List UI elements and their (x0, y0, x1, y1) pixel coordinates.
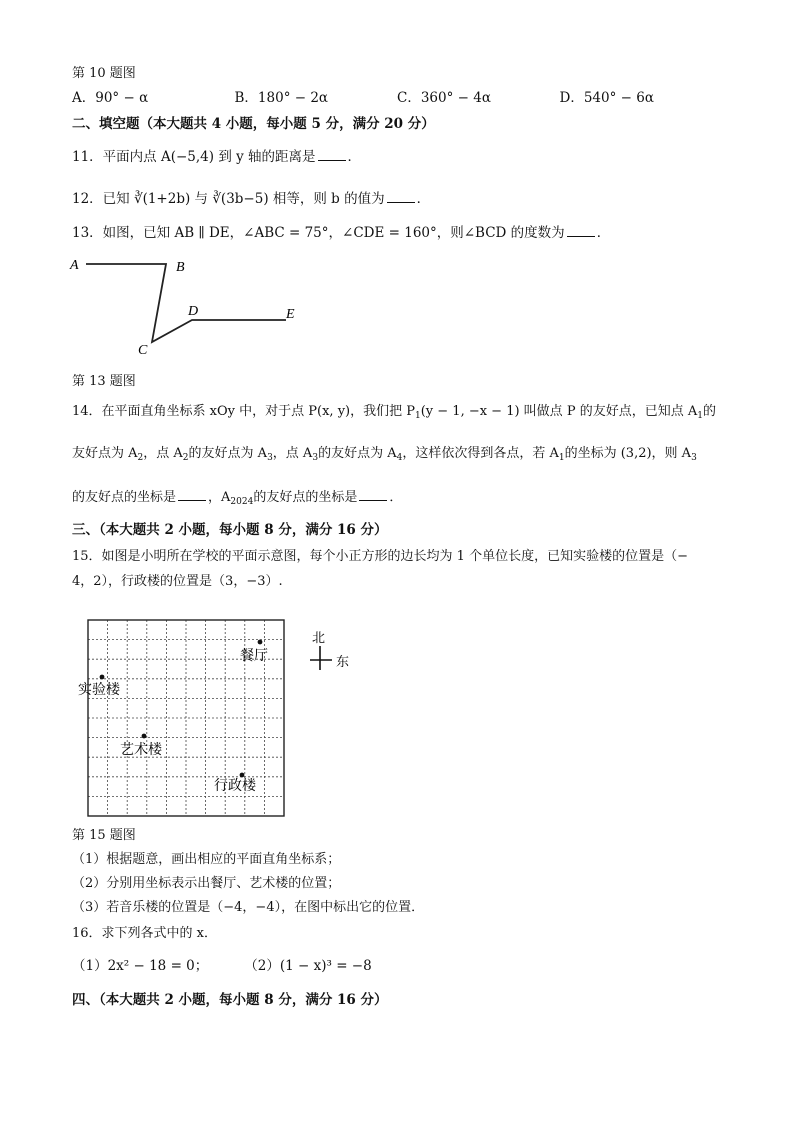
question-14-line-1 (72, 404, 716, 422)
q15-stem-line-2: 4，2），行政楼的位置是（3，−3）. (72, 574, 283, 589)
q14-text-3: 的 (702, 404, 716, 419)
q14-text-13: 的友好点的坐标是 (253, 490, 358, 505)
compass-north: 北 (312, 631, 326, 646)
q13-polyline (86, 264, 286, 342)
q14-text-7: ，点 A (272, 446, 313, 461)
q14-sub-6: 3 (312, 453, 319, 463)
q14-sub-2: 1 (697, 411, 703, 421)
q16-part-2: （2）(1 − x)³ = −8 (244, 958, 372, 974)
q14-text-4: 友好点为 A (72, 446, 138, 461)
q10-option-b: B．180° − 2α (234, 90, 329, 106)
q10-caption: 第 10 题图 (72, 66, 136, 81)
q10-options (72, 90, 722, 106)
q10-option-d: D．540° − 6α (559, 90, 654, 106)
q14-sub-5: 3 (267, 453, 273, 463)
question-11 (72, 148, 361, 165)
q15-stem-line-1: 15．如图是小明所在学校的平面示意图，每个小正方形的边长均为 1 个单位长度，已知实验楼的位置是（− (72, 549, 688, 564)
q14-text-10: 的坐标为 (3,2)，则 A (564, 446, 692, 461)
q13-answer-blank[interactable] (567, 224, 595, 237)
q12-text: 12．已知 ∛(1+2b) 与 ∛(3b−5) 相等，则 b 的值为 (72, 191, 385, 207)
q16-stem: 16．求下列各式中的 x． (72, 926, 218, 941)
canteen-label: 餐厅 (240, 648, 268, 664)
q14-sub-4: 2 (182, 453, 189, 463)
question-14-line-2 (72, 446, 697, 464)
q14-text-6: 的友好点为 A (188, 446, 268, 461)
q13-label-a: A (70, 258, 79, 273)
art-label: 艺术楼 (120, 742, 162, 758)
q15-part-2: （2）分别用坐标表示出餐厅、艺术楼的位置； (72, 876, 341, 891)
q14-sub-8: 1 (558, 453, 565, 463)
q11-answer-blank[interactable] (318, 148, 346, 161)
question-12 (72, 190, 430, 207)
q14-sub-9: 3 (691, 453, 697, 463)
section-3-heading: 三、（本大题共 2 小题，每小题 8 分，满分 16 分） (72, 522, 388, 538)
q14-text-2: (y − 1, −x − 1) 叫做点 P 的友好点，已知点 A (420, 404, 698, 419)
compass-east: 东 (336, 655, 350, 670)
q13-label-d: D (188, 304, 199, 319)
q14-sub-10: 2024 (230, 497, 254, 507)
q12-answer-blank[interactable] (387, 190, 415, 203)
q13-label-c: C (138, 343, 148, 358)
q15-grid-figure (66, 600, 366, 822)
q13-end: ． (596, 225, 611, 241)
q14-answer-blank-1[interactable] (178, 488, 206, 501)
q14-sub-3: 2 (137, 453, 144, 463)
q14-sub-1: 1 (414, 411, 421, 421)
q14-text-5: ，点 A (143, 446, 183, 461)
lab-label: 实验楼 (78, 682, 120, 698)
art-dot (142, 734, 147, 739)
q15-part-3: （3）若音乐楼的位置是（−4，−4），在图中标出它的位置． (72, 900, 425, 915)
q15-caption: 第 15 题图 (72, 828, 136, 843)
q14-text-12: ，A (208, 490, 231, 505)
canteen-dot (258, 640, 263, 645)
q12-end: ． (416, 191, 431, 207)
admin-dot (240, 773, 245, 778)
section-2-heading: 二、填空题（本大题共 4 小题，每小题 5 分，满分 20 分） (72, 116, 435, 132)
q13-figure (66, 250, 316, 360)
q13-text: 13．如图，已知 AB ∥ DE，∠ABC = 75°，∠CDE = 160°，则∠BCD 的度数为 (72, 225, 565, 241)
q14-text-11: 的友好点的坐标是 (72, 490, 177, 505)
q14-answer-blank-2[interactable] (359, 488, 387, 501)
q15-part-1: （1）根据题意，画出相应的平面直角坐标系； (72, 852, 341, 867)
q11-text: 11．平面内点 A(−5,4) 到 y 轴的距离是 (72, 149, 316, 165)
q16-part-1: （1）2x² − 18 = 0； (72, 958, 209, 974)
question-14-line-3 (72, 488, 402, 508)
q14-text-1: 14．在平面直角坐标系 xOy 中，对于点 P(x, y)，我们把 P (72, 404, 415, 419)
q13-label-e: E (286, 307, 295, 322)
admin-label: 行政楼 (214, 778, 256, 794)
q10-option-a: A．90° − α (72, 90, 149, 106)
q14-sub-7: 4 (396, 453, 403, 463)
q14-text-9: ，这样依次得到各点，若 A (402, 446, 559, 461)
q13-label-b: B (176, 260, 185, 275)
q10-option-c: C．360° − 4α (397, 90, 491, 106)
q11-end: ． (347, 149, 362, 165)
question-13 (72, 224, 610, 241)
q14-text-14: ． (389, 490, 403, 505)
lab-dot (100, 675, 105, 680)
q13-caption: 第 13 题图 (72, 374, 136, 389)
q14-text-8: 的友好点为 A (318, 446, 397, 461)
section-4-heading: 四、（本大题共 2 小题，每小题 8 分，满分 16 分） (72, 992, 388, 1008)
q16-parts (72, 958, 372, 974)
